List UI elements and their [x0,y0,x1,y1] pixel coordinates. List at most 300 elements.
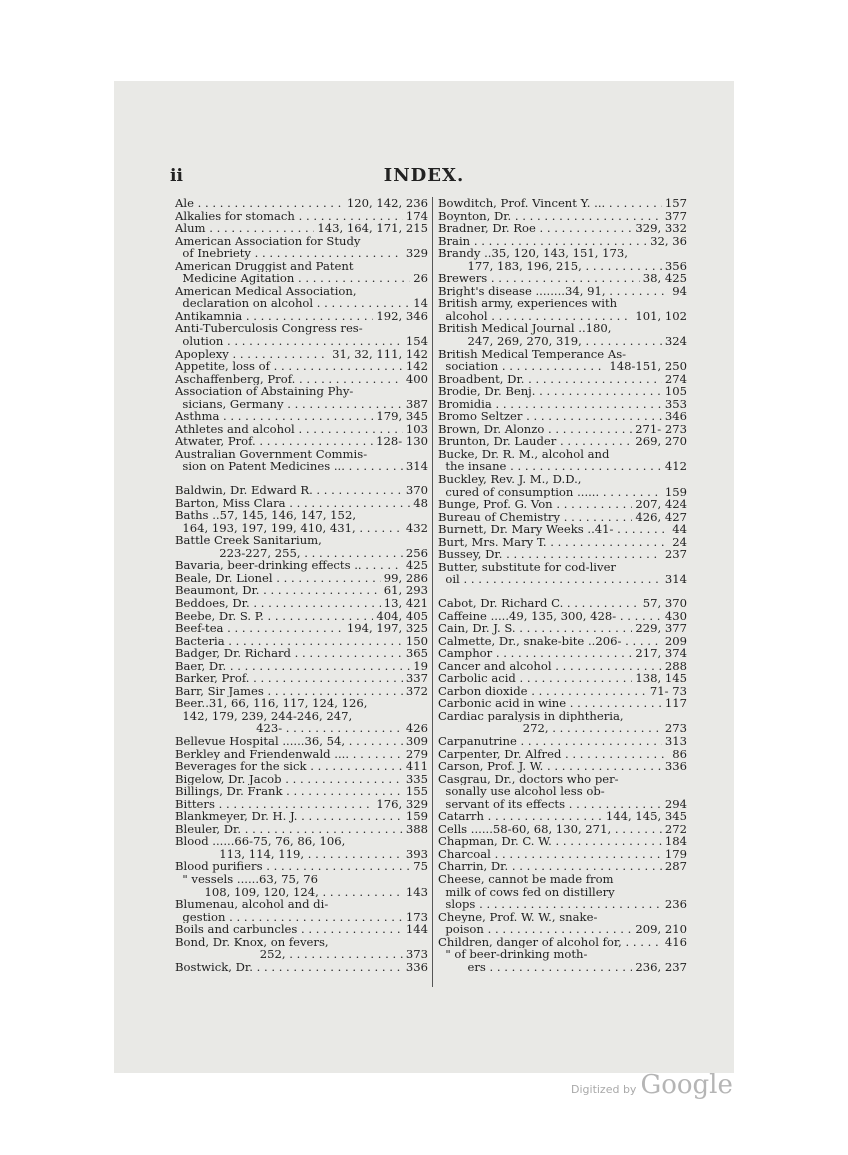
entry-term: gestion . . . [175,911,403,924]
entry-pages: 329, 332 [635,221,687,236]
entry-term: Buckley, Rev. J. M., D.D., [438,473,582,486]
entry-term: Berkley and Friendenwald .... . . . [175,748,403,761]
entry-pages: 373 [405,947,428,962]
entry-term: Beaumont, Dr. . . . [175,584,381,597]
entry-term: British army, experiences with [438,297,618,310]
entry-pages: 86 [672,746,687,761]
entry-term: cured of consumption ...... . . . [438,486,662,499]
entry-pages: 365 [405,646,428,661]
index-entry [438,936,687,949]
entry-pages: 336 [405,959,428,974]
entry-pages: 99, 286 [383,570,428,585]
index-entry [438,860,687,873]
index-entry [175,635,428,648]
index-entry [438,597,687,610]
entry-pages: 400 [405,371,428,386]
entry-term: Camphor . . . [438,647,632,660]
index-entry [438,785,687,798]
entry-term: British Medical Journal ..180, [438,322,612,336]
index-entry [175,785,428,798]
index-entry [438,310,687,323]
entry-pages: 430 [664,608,687,623]
entry-term: Battle Creek Sanitarium, [175,534,322,547]
index-entry [175,335,428,348]
entry-pages: 32, 36 [650,233,687,248]
entry-pages: 61, 293 [383,583,428,598]
entry-term: 272, . . . [438,722,662,735]
entry-term: Bromidia . . . [438,398,662,411]
entry-pages: 209, 210 [635,922,687,937]
index-entry [438,235,687,248]
entry-term: Carbon dioxide . . . [438,685,647,698]
index-entry [438,523,687,536]
entry-pages: 271- 273 [635,421,687,436]
entry-pages: 335 [405,771,428,786]
index-entry [438,685,687,698]
entry-pages: 155 [405,784,428,799]
index-entry [175,622,428,635]
index-entry [438,873,687,886]
entry-term: Bostwick, Dr. . . . [175,961,403,974]
entry-pages: 138, 145 [635,671,687,686]
entry-pages: 209 [664,633,687,648]
index-entry [175,310,428,323]
index-entry [175,835,428,848]
entry-pages: 329 [405,246,428,261]
entry-term: alcohol . . . [438,310,632,323]
entry-term: Medicine Agitation . . . [175,272,410,285]
entry-pages: 279 [405,746,428,761]
index-entry [175,247,428,260]
index-entry [438,923,687,936]
index-entry [175,285,428,298]
index-entry [438,247,687,260]
index-entry [175,322,428,335]
entry-pages: 217, 374 [635,646,687,661]
entry-pages: 313 [664,733,687,748]
digitized-watermark [571,1070,733,1100]
entry-pages: 176, 329 [376,796,428,811]
index-entry [438,322,687,335]
entry-term: Athletes and alcohol . . . [175,423,403,436]
index-entry [438,647,687,660]
entry-term: Bavaria, beer-drinking effects .. . . . [175,559,403,572]
entry-term: sonally use alcohol less ob- [438,785,605,798]
index-entry [438,385,687,398]
entry-term: Badger, Dr. Richard . . . [175,647,403,660]
entry-pages: 154 [405,334,428,349]
index-entry [175,222,428,235]
entry-term: Bond, Dr. Knox, on fevers, [175,935,329,949]
index-entry [438,961,687,974]
entry-pages: 157 [664,196,687,210]
entry-term: slops . . . [438,898,662,911]
entry-term: Association of Abstaining Phy- [175,385,354,398]
entry-pages: 143 [405,884,428,899]
index-entry [175,898,428,911]
index-entry [175,710,428,723]
entry-term: Caffeine .....49, 135, 300, 428- . . . [438,610,662,623]
entry-pages: 179 [664,846,687,861]
entry-term: Ale . . . [175,197,344,210]
entry-term: 252, . . . [175,948,403,961]
entry-term: sociation . . . [438,360,606,373]
entry-pages: 31, 32, 111, 142 [332,346,428,361]
entry-pages: 101, 102 [635,308,687,323]
entry-term: sicians, Germany . . . [175,398,403,411]
index-entry [175,810,428,823]
entry-term: Bussey, Dr. . . . [438,548,662,561]
entry-pages: 404, 405 [376,608,428,623]
entry-term: Casgrau, Dr., doctors who per- [438,772,619,786]
entry-term: Cells ......58-60, 68, 130, 271, . . . [438,823,662,836]
index-entry [438,473,687,486]
entry-pages: 416 [664,934,687,949]
entry-term: Beverages for the sick . . . [175,760,403,773]
entry-pages: 19 [413,658,428,673]
entry-term: Catarrh . . . [438,810,603,823]
index-entry [175,272,428,285]
entry-pages: 425 [405,558,428,573]
entry-pages: 194, 197, 325 [346,621,428,636]
entry-pages: 377 [664,208,687,223]
index-entry [438,735,687,748]
entry-pages: 314 [405,459,428,474]
entry-term: Burt, Mrs. Mary T. . . . [438,536,669,549]
entry-term: Bleuler, Dr. . . . [175,823,403,836]
entry-term: Bright's disease ........34, 91, . . . [438,285,669,298]
entry-pages: 57, 370 [642,595,687,610]
index-entry [175,860,428,873]
entry-term: Baldwin, Dr. Edward R. . . . [175,484,403,497]
entry-term: Appetite, loss of . . . [175,360,403,373]
entry-term: Brewers . . . [438,272,640,285]
index-entry [175,685,428,698]
index-entry [175,348,428,361]
entry-term: Alum . . . [175,222,314,235]
entry-pages: 144 [405,922,428,937]
entry-term: Cain, Dr. J. S. . . . [438,622,632,635]
index-entry [175,235,428,248]
index-entry [175,923,428,936]
entry-term: British Medical Temperance As- [438,347,627,361]
entry-pages: 336 [664,759,687,774]
index-entry [175,748,428,761]
entry-term: Beef-tea . . . [175,622,344,635]
entry-term: Brown, Dr. Alonzo . . . [438,423,632,436]
index-entry [175,936,428,949]
entry-term: Antikamnia . . . [175,310,373,323]
entry-term: 177, 183, 196, 215, . . . [438,260,662,273]
entry-term: Brunton, Dr. Lauder . . . [438,435,632,448]
index-entry [438,823,687,836]
index-entry [175,360,428,373]
index-entry [175,559,428,572]
entry-term: Brodie, Dr. Benj. . . . [438,385,662,398]
index-entry [438,536,687,549]
entry-term: Charrin, Dr. . . . [438,860,662,873]
index-entry [438,948,687,961]
index-entry [175,760,428,773]
entry-pages: 148-151, 250 [609,359,687,374]
entry-term: Charcoal . . . [438,848,662,861]
entry-term: Calmette, Dr., snake-bite ..206- . . . [438,635,662,648]
entry-pages: 103 [405,421,428,436]
index-entry [175,509,428,522]
entry-term: Bureau of Chemistry . . . [438,511,632,524]
index-entry [175,823,428,836]
entry-pages: 184 [664,834,687,849]
index-column-right [438,197,687,973]
entry-term: " of beer-drinking moth- [438,948,588,961]
entry-term: 247, 269, 270, 319, . . . [438,335,662,348]
entry-pages: 159 [664,484,687,499]
entry-term: Bucke, Dr. R. M., alcohol and [438,447,610,461]
entry-pages: 14 [413,296,428,311]
index-entry [175,873,428,886]
entry-term: Chapman, Dr. C. W. . . . [438,835,662,848]
index-entry [175,260,428,273]
entry-term: Carson, Prof. J. W. . . . [438,760,662,773]
entry-pages: 173 [405,909,428,924]
index-entry [175,448,428,461]
index-entry [175,948,428,961]
entry-pages: 174 [405,208,428,223]
entry-term: of Inebriety . . . [175,247,403,260]
entry-term: Bigelow, Dr. Jacob . . . [175,773,403,786]
entry-pages: 287 [664,859,687,874]
entry-pages: 179, 345 [376,409,428,424]
index-entry [438,285,687,298]
entry-pages: 26 [413,271,428,286]
index-entry [175,911,428,924]
entry-term: Cancer and alcohol . . . [438,660,662,673]
entry-pages: 324 [664,334,687,349]
entry-pages: 192, 346 [376,308,428,323]
entry-pages: 388 [405,821,428,836]
index-entry [438,272,687,285]
index-entry [175,460,428,473]
entry-term: American Druggist and Patent [175,259,354,273]
index-entry [438,460,687,473]
entry-term: declaration on alcohol . . . [175,297,410,310]
entry-pages: 269, 270 [635,434,687,449]
index-entry [175,961,428,974]
entry-term: Bacteria . . . [175,635,403,648]
index-entry [438,886,687,899]
index-entry [175,497,428,510]
entry-pages: 353 [664,396,687,411]
entry-term: Carbolic acid . . . [438,672,632,685]
page-title: INDEX. [383,165,465,186]
index-entry [175,848,428,861]
section-gap [175,473,428,484]
page-folio: ii [170,166,183,186]
entry-term: Barker, Prof. . . . [175,672,403,685]
entry-pages: 432 [405,520,428,535]
watermark-prefix: Digitized by [571,1083,637,1096]
entry-pages: 105 [664,384,687,399]
entry-pages: 24 [672,534,687,549]
entry-pages: 236, 237 [635,959,687,974]
entry-term: Apoplexy . . . [175,348,329,361]
entry-term: Burnett, Dr. Mary Weeks ..41- . . . [438,523,669,536]
entry-term: Beer..31, 66, 116, 117, 124, 126, [175,697,368,710]
entry-pages: 411 [405,759,428,774]
index-entry [438,373,687,386]
entry-pages: 426 [405,721,428,736]
index-entry [175,660,428,673]
entry-pages: 288 [664,658,687,673]
entry-term: Brandy ..35, 120, 143, 151, 173, [438,247,628,260]
entry-term: Blankmeyer, Dr. H. J. . . . [175,810,403,823]
entry-term: milk of cows fed on distillery [438,885,615,899]
index-entry [438,722,687,735]
entry-pages: 236 [664,897,687,912]
entry-term: olution . . . [175,335,403,348]
index-entry [175,410,428,423]
index-entry [438,710,687,723]
index-entry [175,672,428,685]
entry-pages: 412 [664,459,687,474]
index-entry [438,835,687,848]
entry-term: Brain . . . [438,235,647,248]
entry-term: poison . . . [438,923,632,936]
entry-term: Bitters . . . [175,798,373,811]
index-entry [438,222,687,235]
entry-pages: 13, 421 [383,595,428,610]
entry-term: Barton, Miss Clara . . . [175,497,410,510]
entry-term: Australian Government Commis- [175,447,368,461]
entry-term: Carpenter, Dr. Alfred . . . [438,748,669,761]
entry-term: " vessels ......63, 75, 76 [175,872,319,886]
entry-pages: 150 [405,633,428,648]
entry-term: ers . . . [438,961,632,974]
entry-term: Boynton, Dr. . . . [438,210,662,223]
entry-term: American Medical Association, [175,284,357,298]
index-entry [175,773,428,786]
entry-pages: 337 [405,671,428,686]
index-entry [438,548,687,561]
entry-pages: 356 [664,258,687,273]
index-entry [175,647,428,660]
entry-term: Carpanutrine . . . [438,735,662,748]
index-entry [438,511,687,524]
entry-pages: 120, 142, 236 [346,196,428,210]
index-entry [438,848,687,861]
index-entry [175,886,428,899]
entry-term: Bromo Seltzer . . . [438,410,662,423]
entry-term: Beddoes, Dr. . . . [175,597,381,610]
index-entry [438,622,687,635]
index-entry [438,498,687,511]
entry-pages: 273 [664,721,687,736]
index-entry [175,597,428,610]
index-entry [175,722,428,735]
entry-term: Beale, Dr. Lionel . . . [175,572,381,585]
index-entry [175,484,428,497]
index-entry [438,773,687,786]
index-column-left [175,197,428,973]
entry-pages: 48 [413,495,428,510]
entry-term: Children, danger of alcohol for, . . . [438,936,662,949]
entry-term: Cabot, Dr. Richard C. . . . [438,597,640,610]
entry-term: Asthma . . . [175,410,373,423]
entry-pages: 314 [664,572,687,587]
entry-pages: 274 [664,371,687,386]
index-entry [175,697,428,710]
entry-pages: 143, 164, 171, 215 [317,221,428,236]
index-entry [438,810,687,823]
index-entry [438,573,687,586]
entry-pages: 387 [405,396,428,411]
index-entry [438,410,687,423]
index-entry [438,748,687,761]
entry-term: Carbonic acid in wine . . . [438,697,662,710]
entry-term: Broadbent, Dr. . . . [438,373,662,386]
index-entry [175,197,428,210]
entry-term: 113, 114, 119, . . . [175,848,403,861]
entry-term: Barr, Sir James . . . [175,685,403,698]
entry-pages: 272 [664,821,687,836]
entry-term: Blumenau, alcohol and di- [175,898,329,911]
entry-term: American Association for Study [175,234,361,248]
entry-pages: 142 [405,359,428,374]
entry-pages: 309 [405,733,428,748]
index-entry [438,760,687,773]
entry-pages: 237 [664,547,687,562]
index-entry [438,561,687,574]
index-entry [438,898,687,911]
entry-term: the insane . . . [438,460,662,473]
entry-term: Atwater, Prof. . . . [175,435,373,448]
entry-term: Bunge, Prof. G. Von . . . [438,498,632,511]
index-entry [438,398,687,411]
entry-term: Cheyne, Prof. W. W., snake- [438,910,598,924]
entry-term: 142, 179, 239, 244-246, 247, [175,709,353,723]
entry-pages: 229, 377 [635,621,687,636]
entry-term: servant of its effects . . . [438,798,662,811]
google-logo: Google [640,1070,733,1100]
entry-term: Baer, Dr. . . . [175,660,410,673]
entry-term: 423- . . . [175,722,403,735]
index-entry [438,435,687,448]
index-entry [438,360,687,373]
entry-term: Blood purifiers . . . [175,860,410,873]
entry-term: Alkalies for stomach . . . [175,210,403,223]
entry-pages: 71- 73 [649,683,687,698]
entry-term: Cardiac paralysis in diphtheria, [438,709,624,723]
entry-pages: 372 [405,683,428,698]
entry-term: Baths ..57, 145, 146, 147, 152, [175,509,356,522]
index-entry [438,672,687,685]
entry-pages: 159 [405,809,428,824]
index-entry [175,798,428,811]
entry-term: Butter, substitute for cod-liver [438,560,616,574]
index-entry [438,697,687,710]
index-entry [175,373,428,386]
entry-term: Billings, Dr. Frank . . . [175,785,403,798]
entry-pages: 207, 424 [635,497,687,512]
entry-pages: 370 [405,483,428,498]
entry-term: Beebe, Dr. S. P. . . . [175,610,373,623]
entry-term: Anti-Tuberculosis Congress res- [175,322,363,336]
entry-pages: 393 [405,846,428,861]
index-entry [438,197,687,210]
index-entry [175,435,428,448]
entry-term: Bradner, Dr. Roe . . . [438,222,632,235]
index-entry [438,448,687,461]
